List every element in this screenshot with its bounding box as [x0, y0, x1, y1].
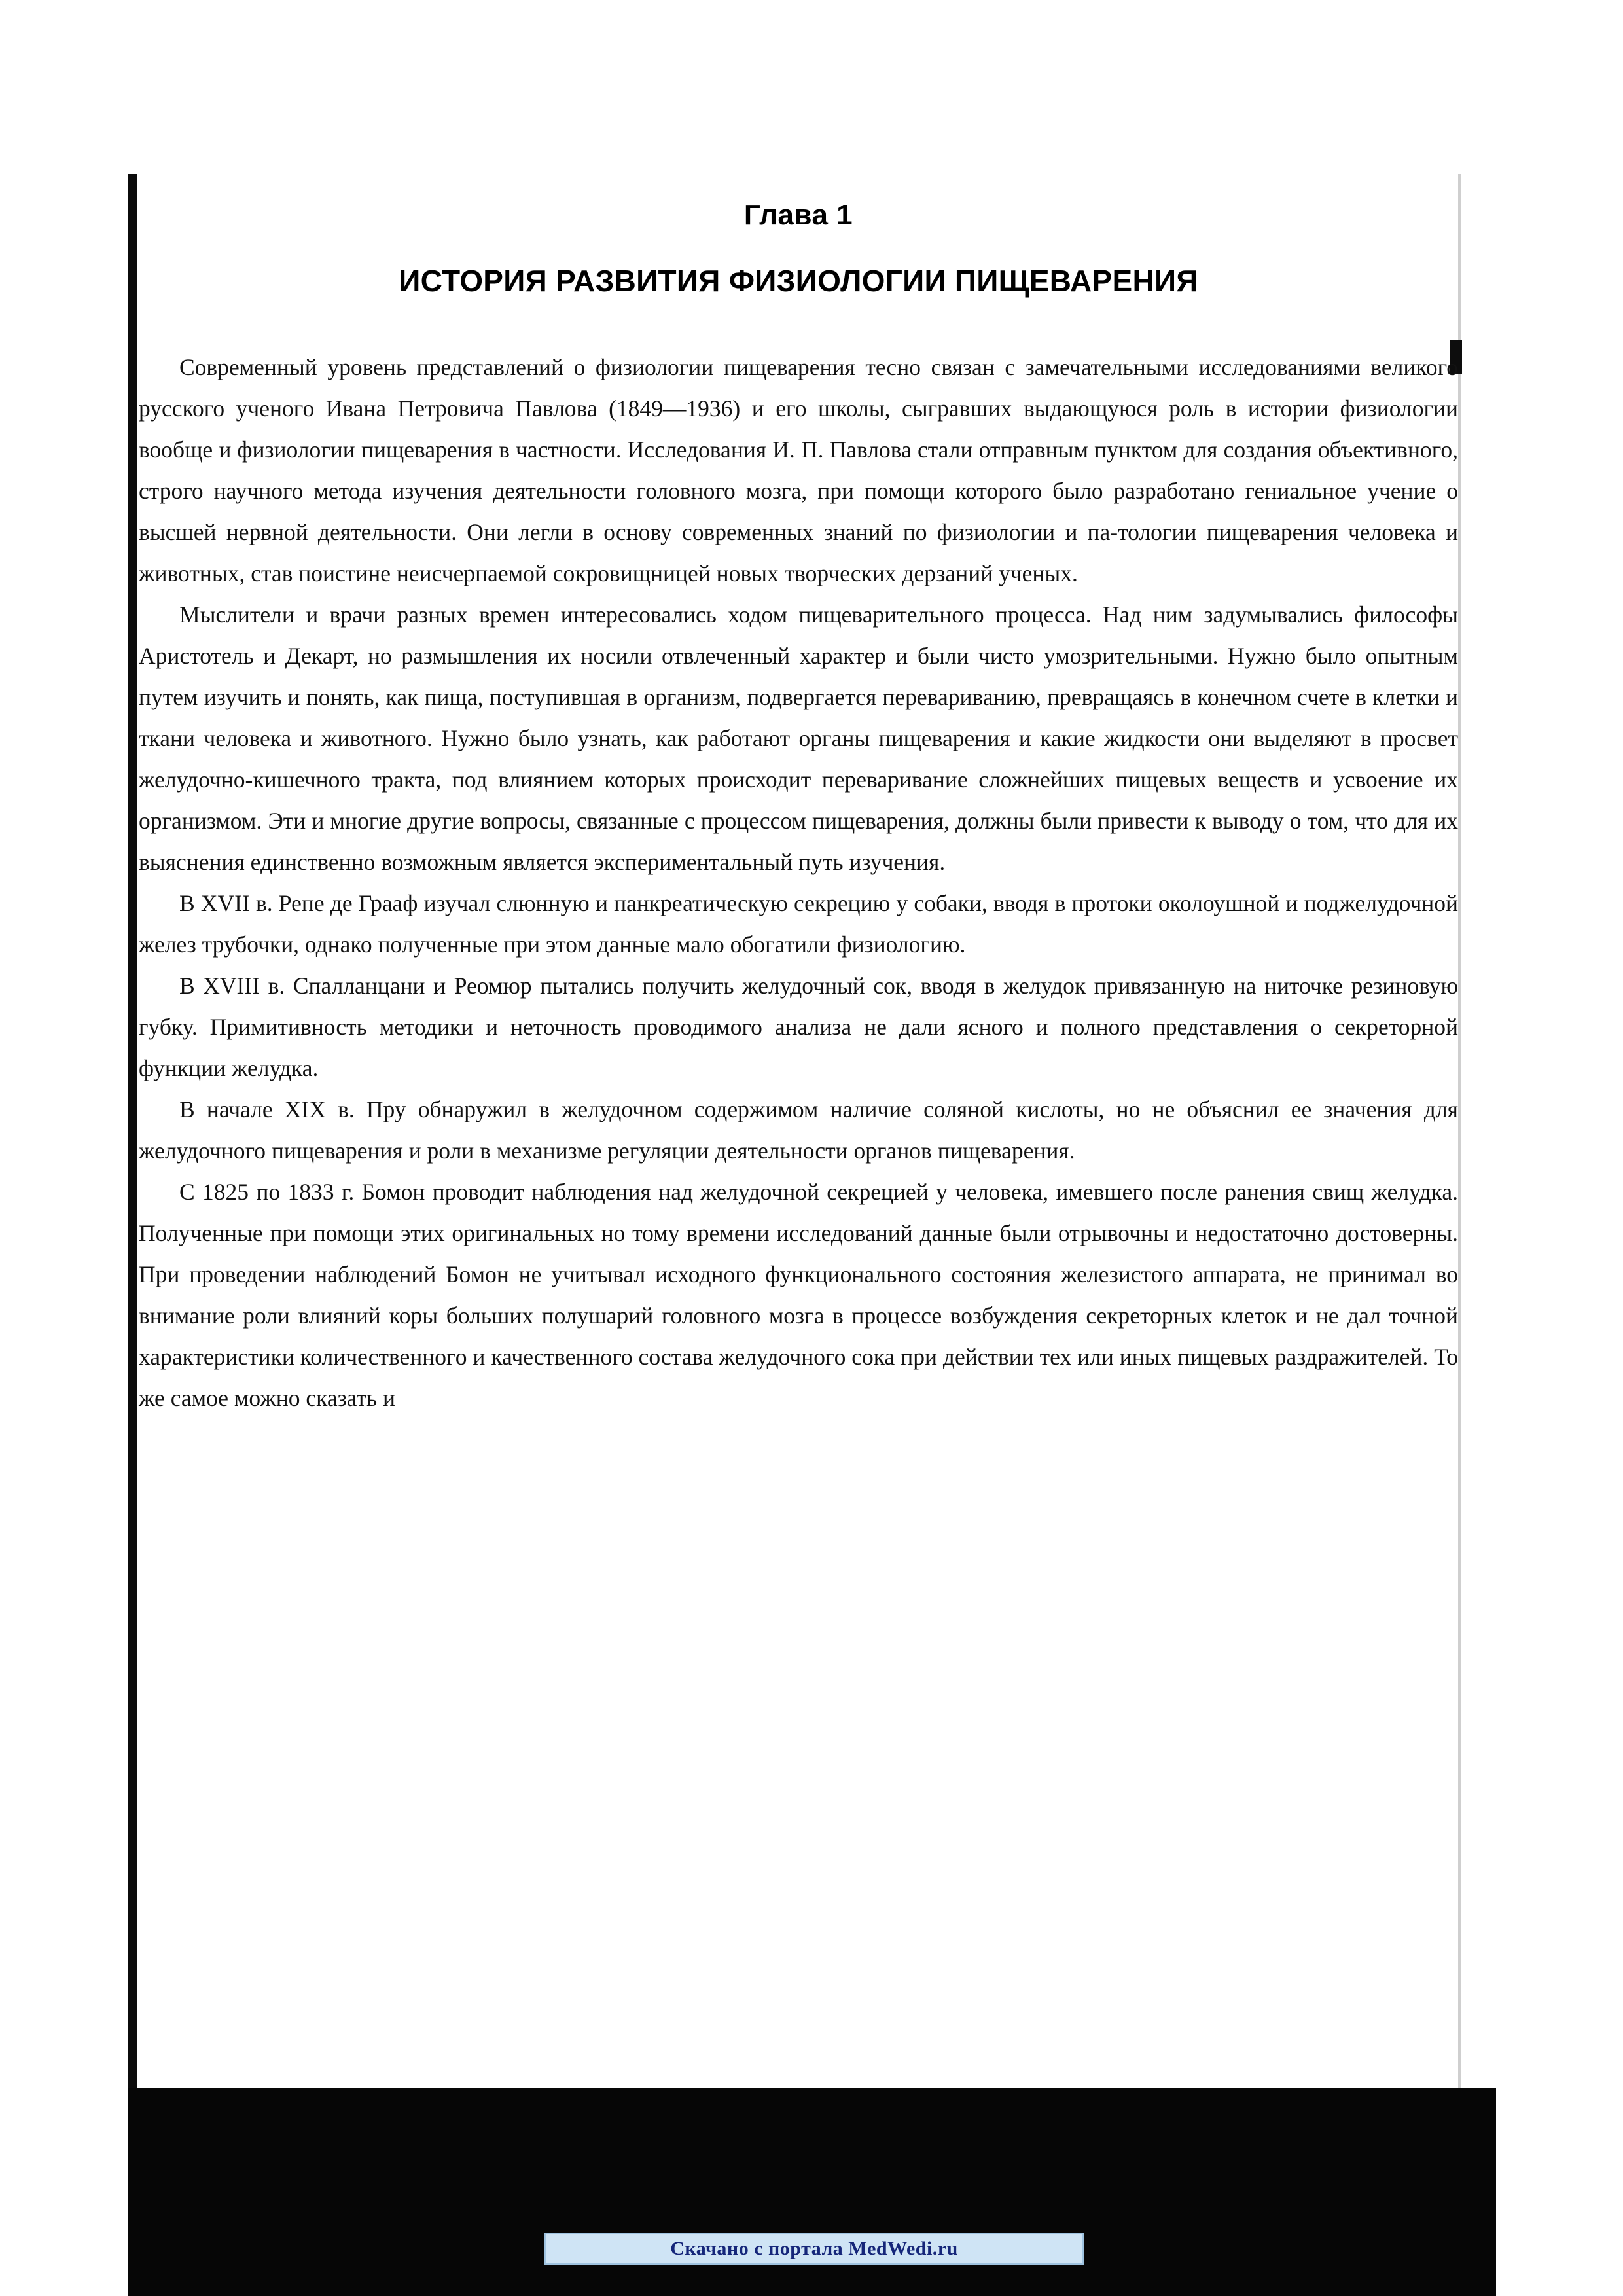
page-title: ИСТОРИЯ РАЗВИТИЯ ФИЗИОЛОГИИ ПИЩЕВАРЕНИЯ	[399, 264, 1198, 298]
paragraph: Мыслители и врачи разных времен интересовались ходом пищеварительного процесса. Над ним задумывались философы Аристотель и Декарт, но размышления их носили отвлеченный характер и были чисто умозрительными. Нужно было опытным путем изучить и понять, как пища, поступившая в организм, подвергается перевариванию, превращаясь в конечном счете в клетки и ткани человека и животного. Нужно было узнать, как работают органы пищеварения и какие жидкости они выделяют в просвет желудочно-кишечного тракта, под влиянием которых происходит переваривание сложнейших пищевых веществ и усвоение их организмом. Эти и многие другие вопросы, связанные с процессом пищеварения, должны были привести к выводу о том, что для их выяснения единственно возможным является экспериментальный путь изучения.	[139, 601, 1458, 875]
chapter-number: Глава 1	[743, 199, 853, 231]
paragraph: В XVII в. Репе де Грааф изучал слюнную и панкреатическую секрецию у собаки, вводя в протоки околоушной и поджелудочной желез трубочки, однако полученные при этом данные мало обогатили физиологию.	[139, 890, 1458, 958]
download-banner[interactable]: Скачано с портала MedWedi.ru	[544, 2233, 1084, 2265]
scan-edge-bottom	[128, 2088, 1496, 2296]
body-text	[139, 347, 1458, 1419]
paragraph: С 1825 по 1833 г. Бомон проводит наблюдения над желудочной секрецией у человека, имевшего после ранения свищ желудка. Полученные при помощи этих оригинальных но тому времени исследований данные были отрывочны и недостаточно достоверны. При проведении наблюдений Бомон не учитывал исходного функционального состояния железистого аппарата, не принимал во внимание роли влияний коры больших полушарий головного мозга в процессе возбуждения секреторных клеток и не дал точной характеристики количественного и качественного состава желудочного сока при действии тех или иных пищевых раздражителей. То же самое можно сказать и	[139, 1179, 1458, 1411]
paragraph: В XVIII в. Спалланцани и Реомюр пытались получить желудочный сок, вводя в желудок привязанную на ниточке резиновую губку. Примитивность методики и неточность проводимого анализа не дали ясного и полного представления о секреторной функции желудка.	[139, 973, 1458, 1081]
scan-edge-left	[128, 174, 137, 2151]
paragraph: В начале XIX в. Пру обнаружил в желудочном содержимом наличие соляной кислоты, но не объяснил ее значения для желудочного пищеварения и роли в механизме регуляции деятельности органов пищеварения.	[139, 1096, 1458, 1164]
page-content	[139, 174, 1458, 2085]
scan-edge-right	[1458, 174, 1461, 2092]
paragraph: Современный уровень представлений о физиологии пищеварения тесно связан с замечательными исследованиями великого русского ученого Ивана Петровича Павлова (1849—1936) и его школы, сыгравших выдающуюся роль в истории физиологии вообще и физиологии пищеварения в частности. Исследования И. П. Павлова стали отправным пунктом для создания объективного, строго научного метода изучения деятельности головного мозга, при помощи которого было разработано гениальное учение о высшей нервной деятельности. Они легли в основу современных знаний по физиологии и па-тологии пищеварения человека и животных, став поистине неисчерпаемой сокровищницей новых творческих дерзаний ученых.	[139, 354, 1458, 586]
